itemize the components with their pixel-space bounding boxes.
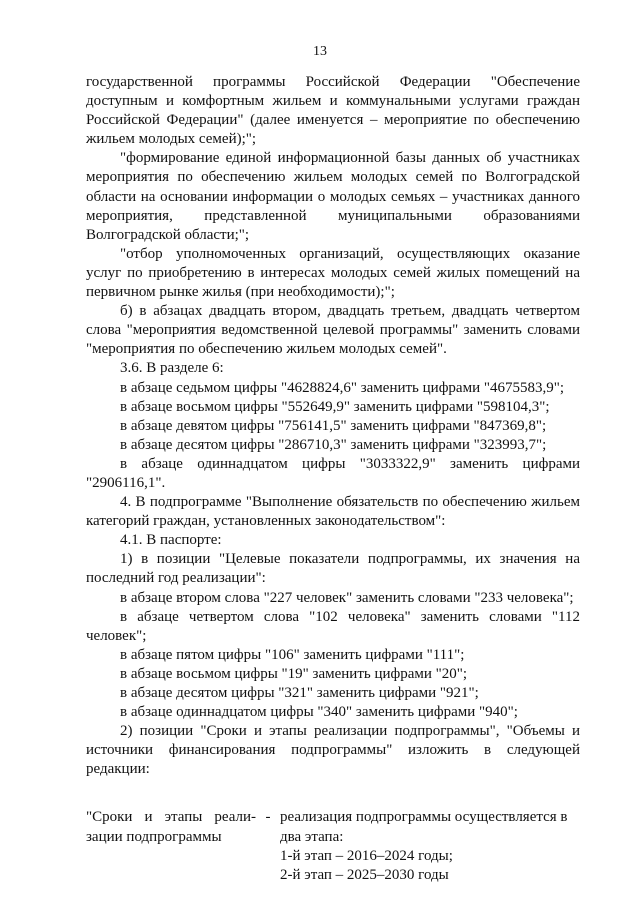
stage-line: 1-й этап – 2016–2024 годы;: [280, 847, 453, 864]
table-value-text: реализация подпрограммы осуществляется в два этапа:: [280, 809, 568, 845]
paragraph: в абзаце пятом цифры "106" заменить цифрами "111";: [120, 646, 465, 663]
paragraph: в абзаце десятом цифры "286710,3" заменить цифрами "323993,7";: [120, 436, 547, 453]
paragraph: в абзаце одиннадцатом цифры "3033322,9" заменить цифрами "2906116,1".: [86, 455, 580, 491]
paragraph: в абзаце четвертом слова "102 человека" заменить словами "112 человек";: [86, 608, 580, 644]
paragraph: в абзаце одиннадцатом цифры "340" заменить цифрами "940";: [120, 704, 518, 721]
paragraph: 1) в позиции "Целевые показатели подпрограммы, их значения на последний год реализации":: [86, 551, 580, 587]
paragraph: 4.1. В паспорте:: [120, 532, 222, 549]
paragraph: б) в абзацах двадцать втором, двадцать третьем, двадцать четвертом слова "мероприятия ведомственной целевой программы" заменить словами "мероприятия по обеспечению жильем молодых семей".: [86, 303, 580, 358]
paragraph: в абзаце седьмом цифры "4628824,6" заменить цифрами "4675583,9";: [120, 379, 565, 396]
paragraph: в абзаце десятом цифры "321" заменить цифрами "921";: [120, 685, 479, 701]
page-number: 13: [313, 44, 327, 59]
paragraph: в абзаце восьмом цифры "19" заменить цифрами "20";: [120, 665, 468, 682]
paragraph: 3.6. В разделе 6:: [120, 360, 224, 377]
paragraph: государственной программы Российской Федерации "Обеспечение доступным и комфортным жильем и коммунальными услугами граждан Российской Федерации" (далее именуется – мероприятие по обеспечению жильем молодых семей);";: [86, 74, 580, 148]
paragraph: "формирование единой информационной базы данных об участниках мероприятия по обеспечению жильем молодых семей по Волгоградской области на основании информации о молодых семьях – участниках данного мероприятия, представленной муниципальными образованиями Волгоградской области;";: [86, 150, 580, 243]
table-cell-dash: -: [265, 809, 271, 826]
paragraph: в абзаце втором слова "227 человек" заменить словами "233 человека";: [120, 589, 574, 606]
stage-line: 2-й этап – 2025–2030 годы: [280, 866, 449, 883]
passport-table-row: [86, 808, 580, 884]
paragraph: 2) позиции "Сроки и этапы реализации подпрограммы", "Объемы и источники финансирования подпрограммы" изложить в следующей редакции:: [86, 723, 580, 778]
paragraph: 4. В подпрограмме "Выполнение обязательств по обеспечению жильем категорий граждан, установленных законодательством":: [86, 494, 580, 530]
paragraph: в абзаце девятом цифры "756141,5" заменить цифрами "847369,8";: [120, 417, 547, 434]
document-body: [86, 73, 580, 885]
paragraph: "отбор уполномоченных организаций, осуществляющих оказание услуг по приобретению в интересах молодых семей жилых помещений на первичном рынке жилья (при необходимости);";: [86, 245, 580, 301]
paragraph: в абзаце восьмом цифры "552649,9" заменить цифрами "598104,3";: [120, 398, 550, 415]
table-cell-value: [280, 808, 580, 884]
table-cell-label: "Сроки и этапы реали-зации подпрограммы: [86, 809, 256, 845]
